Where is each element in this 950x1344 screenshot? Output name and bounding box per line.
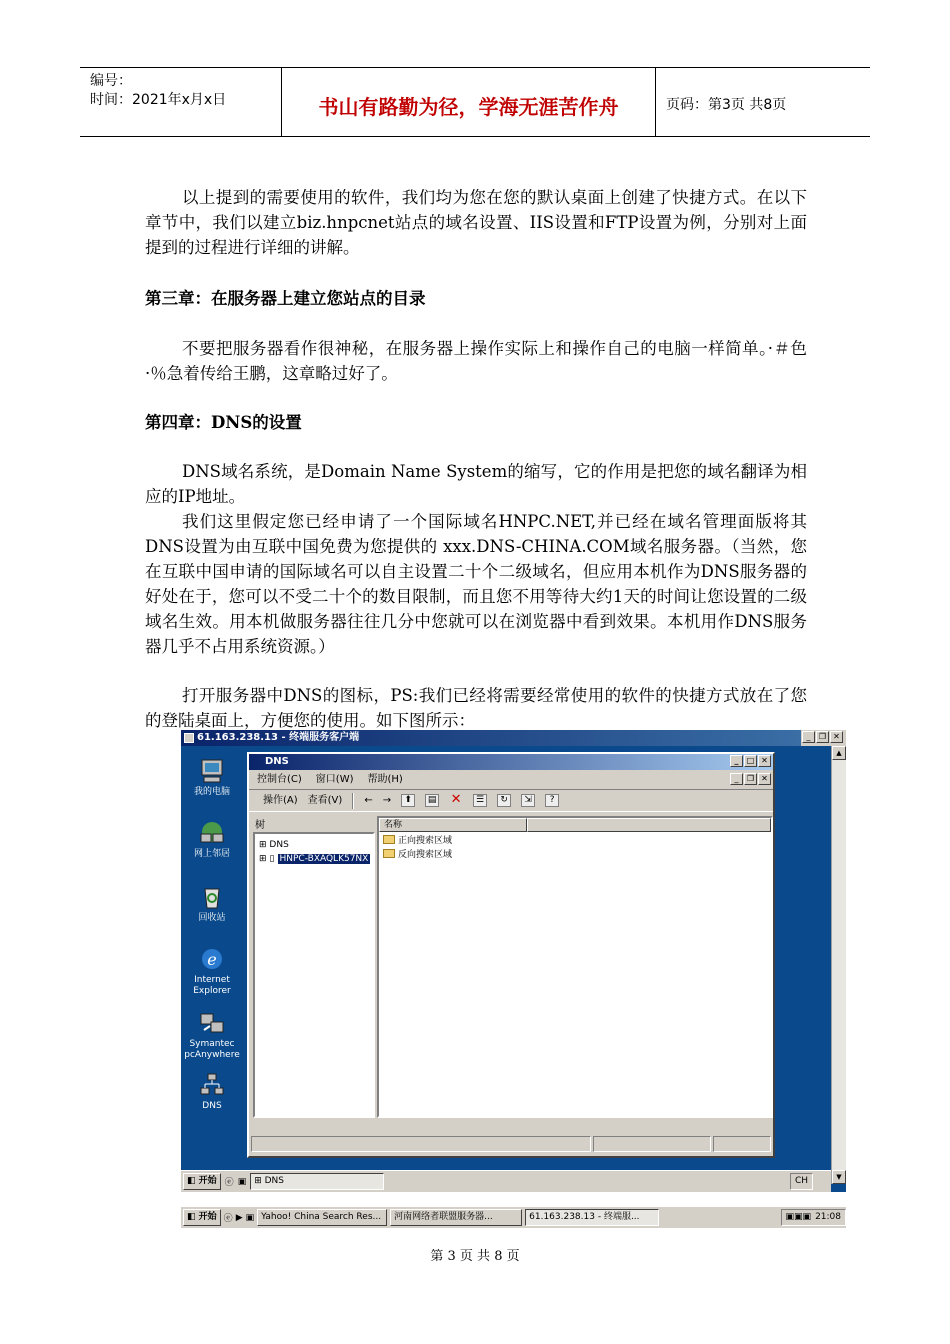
desktop-icon-ie[interactable] — [181, 946, 243, 997]
minimize-icon[interactable]: _ — [802, 731, 815, 743]
recycle-bin-icon — [198, 884, 226, 910]
windows-logo-icon: ◧ — [187, 1212, 196, 1222]
desktop-icon-pcanywhere[interactable] — [181, 1010, 243, 1061]
dns-icon: ⊞ — [254, 1176, 262, 1186]
dns-icon: ⊞ — [259, 840, 267, 850]
tree-node-server[interactable] — [259, 854, 370, 864]
dns-title-text: DNS — [265, 756, 289, 767]
start-button[interactable] — [183, 1209, 221, 1226]
ie-icon — [198, 946, 226, 972]
dns-title-bar — [249, 754, 773, 770]
minimize-icon[interactable]: _ — [730, 773, 743, 785]
tree-pane — [253, 832, 375, 1118]
export-icon[interactable]: ⇲ — [521, 794, 535, 807]
heading-chapter-4: 第四章：DNS的设置 — [145, 413, 302, 432]
desktop-icon-label: Symantec pcAnywhere — [184, 1039, 240, 1060]
rdp-title-bar — [181, 730, 801, 746]
toolbar-separator — [352, 793, 354, 809]
restore-icon[interactable]: ❐ — [816, 731, 829, 743]
delete-icon[interactable]: ✕ — [450, 792, 462, 807]
network-icon — [198, 820, 226, 846]
close-icon[interactable]: ✕ — [758, 755, 771, 767]
taskbar-button-label: 61.163.238.13 - 终端服... — [529, 1212, 640, 1222]
rdp-window-buttons — [801, 730, 846, 746]
menu-console[interactable]: 控制台(C) — [257, 774, 302, 785]
desktop-icon[interactable]: ▣ — [245, 1212, 255, 1223]
paragraph-chapter-3: 不要把服务器看作很神秘，在服务器上操作实际上和操作自己的电脑一样简单。·＃色·％急着传给王鹏，这章略过好了。 — [145, 339, 807, 383]
forward-arrow-icon[interactable]: → — [382, 794, 392, 806]
start-label: 开始 — [198, 1176, 217, 1186]
maximize-icon[interactable]: □ — [744, 755, 757, 767]
desktop-icon-label: 我的电脑 — [193, 787, 230, 797]
page-header — [80, 67, 870, 137]
page-footer: 第 3 页 共 8 页 — [430, 1249, 520, 1264]
folder-icon — [383, 849, 395, 858]
pcanywhere-icon — [198, 1010, 226, 1036]
windows-logo-icon: ◧ — [187, 1176, 196, 1186]
paragraph-dns-intro: DNS域名系统，是Domain Name System的缩写，它的作用是把您的域名翻译为相应的IP地址。 — [145, 462, 807, 506]
computer-icon — [198, 758, 226, 784]
tree-node-dns[interactable] — [259, 840, 289, 850]
properties-icon[interactable]: ☰ — [473, 794, 487, 807]
clock: 21:08 — [815, 1212, 841, 1222]
rdp-window-icon — [184, 733, 194, 743]
folder-icon — [383, 835, 395, 844]
dns-console-window — [247, 752, 775, 1158]
doc-date-label: 时间：2021年x月x日 — [90, 92, 227, 108]
desktop-icon-network[interactable] — [181, 820, 243, 860]
tree-node-label: DNS — [269, 840, 289, 850]
heading-chapter-3: 第三章：在服务器上建立您站点的目录 — [145, 289, 426, 308]
expand-icon[interactable]: ⊞ — [259, 854, 267, 864]
list-header — [379, 818, 771, 832]
mdi-window-buttons — [730, 773, 771, 785]
taskbar-button-label: Yahoo! China Search Res... — [261, 1212, 382, 1222]
start-label: 开始 — [198, 1212, 217, 1222]
desktop-icon-my-computer[interactable] — [181, 758, 243, 798]
taskbar-gap — [181, 1192, 846, 1206]
taskbar-button-label: 河南网络者联盟服务器... — [394, 1212, 493, 1222]
tree-tab-label[interactable]: 树 — [255, 820, 265, 831]
scroll-down-icon[interactable]: ▼ — [832, 1170, 846, 1184]
media-icon[interactable]: ▶ — [235, 1212, 243, 1223]
svg-text:e: e — [207, 950, 217, 969]
remote-taskbar — [181, 1170, 831, 1192]
menu-action[interactable]: 操作(A) — [263, 794, 298, 806]
header-meta — [80, 68, 282, 136]
help-icon[interactable]: ? — [545, 794, 559, 807]
list-item[interactable] — [379, 846, 771, 860]
list-pane — [377, 816, 773, 1118]
tray-icons[interactable]: ▣▣▣ — [785, 1212, 812, 1222]
taskbar-button-yahoo[interactable] — [257, 1209, 387, 1226]
close-icon[interactable]: ✕ — [758, 773, 771, 785]
ie-icon[interactable]: ⓔ — [224, 1178, 234, 1188]
dns-status-bar — [251, 1136, 771, 1154]
ime-indicator[interactable]: CH — [794, 1176, 808, 1186]
list-item[interactable] — [379, 832, 771, 846]
local-tray — [781, 1209, 846, 1226]
refresh-icon[interactable]: ↻ — [497, 794, 511, 807]
restore-icon[interactable]: ❐ — [744, 773, 757, 785]
server-icon: ▯ — [269, 854, 275, 864]
dns-icon — [198, 1072, 226, 1098]
taskbar-button-label: DNS — [264, 1176, 285, 1186]
scroll-up-icon[interactable]: ▲ — [832, 746, 846, 760]
local-taskbar — [181, 1206, 846, 1228]
desktop-icon-recycle-bin[interactable] — [181, 884, 243, 924]
desktop-icon[interactable]: ▣ — [237, 1176, 247, 1187]
column-name[interactable]: 名称 — [379, 818, 527, 832]
rdp-vertical-scrollbar[interactable] — [831, 746, 846, 1184]
rdp-title-text: 61.163.238.13 - 终端服务客户端 — [197, 732, 360, 743]
desktop-icon-label: DNS — [202, 1101, 222, 1111]
status-segment — [593, 1136, 711, 1152]
taskbar-button-dns[interactable] — [250, 1173, 384, 1190]
desktop-icon-label: 回收站 — [198, 913, 226, 923]
up-folder-icon[interactable]: ⬆ — [401, 794, 415, 807]
remote-tray — [790, 1173, 813, 1190]
close-icon[interactable]: ✕ — [830, 731, 843, 743]
column-blank[interactable] — [527, 818, 771, 832]
desktop-icon-dns[interactable] — [181, 1072, 243, 1112]
list-item-label: 正向搜索区域 — [398, 835, 453, 846]
paragraph-intro: 以上提到的需要使用的软件，我们均为您在您的默认桌面上创建了快捷方式。在以下章节中，我们以建立biz.hnpcnet站点的域名设置、IIS设置和FTP设置为例，分别对上面提到的过程进行详细的讲解。 — [145, 188, 807, 257]
dns-window-buttons — [730, 755, 771, 767]
terminal-screenshot — [181, 730, 846, 1228]
paragraph-dns-domain: 我们这里假定您已经申请了一个国际域名HNPC.NET,并已经在域名管理面版将其DNS设置为由互联中国免费为您提供的 xxx.DNS-CHINA.COM域名服务器。（当然，您在互联中国申请的国际域名可以自主设置二十个二级域名，但应用本机作为DNS服务器的好处在于，您可以不受二十个的数目限制，而且您不用等待大约1天的时间让您设置的二级域名生效。用本机做服务器往往几分中您就可以在浏览器中看到效果。本机用作DNS服务器几乎不占用系统资源。） — [145, 512, 807, 656]
dns-toolbar — [249, 790, 773, 812]
show-tree-icon[interactable]: ▤ — [425, 794, 439, 807]
dns-menu-bar — [249, 770, 773, 790]
doc-number-label: 编号： — [90, 73, 132, 89]
desktop-icon-label: 网上邻居 — [193, 849, 230, 859]
ie-icon[interactable]: ⓔ — [223, 1214, 233, 1224]
list-item-label: 反向搜索区域 — [398, 849, 453, 860]
status-segment — [251, 1136, 591, 1152]
menu-view[interactable]: 查看(V) — [307, 794, 343, 806]
back-arrow-icon[interactable]: ← — [364, 794, 373, 806]
desktop-icon-label: Internet Explorer — [193, 975, 231, 996]
taskbar-button-forum[interactable] — [390, 1209, 522, 1226]
header-motto: 书山有路勤为径，学海无涯苦作舟 — [282, 68, 656, 136]
tree-node-label: HNPC-BXAQLK57NX — [279, 854, 369, 864]
start-button[interactable] — [183, 1173, 221, 1190]
taskbar-button-terminal[interactable] — [525, 1209, 659, 1226]
header-page-label: 页码：第3页 共8页 — [666, 97, 787, 113]
menu-help[interactable]: 帮助(H) — [367, 774, 403, 785]
minimize-icon[interactable]: _ — [730, 755, 743, 767]
menu-window[interactable]: 窗口(W) — [315, 774, 354, 785]
status-segment — [713, 1136, 771, 1152]
paragraph-dns-open: 打开服务器中DNS的图标，PS:我们已经将需要经常使用的软件的快捷方式放在了您的登陆桌面上，方便您的使用。如下图所示： — [145, 686, 807, 730]
